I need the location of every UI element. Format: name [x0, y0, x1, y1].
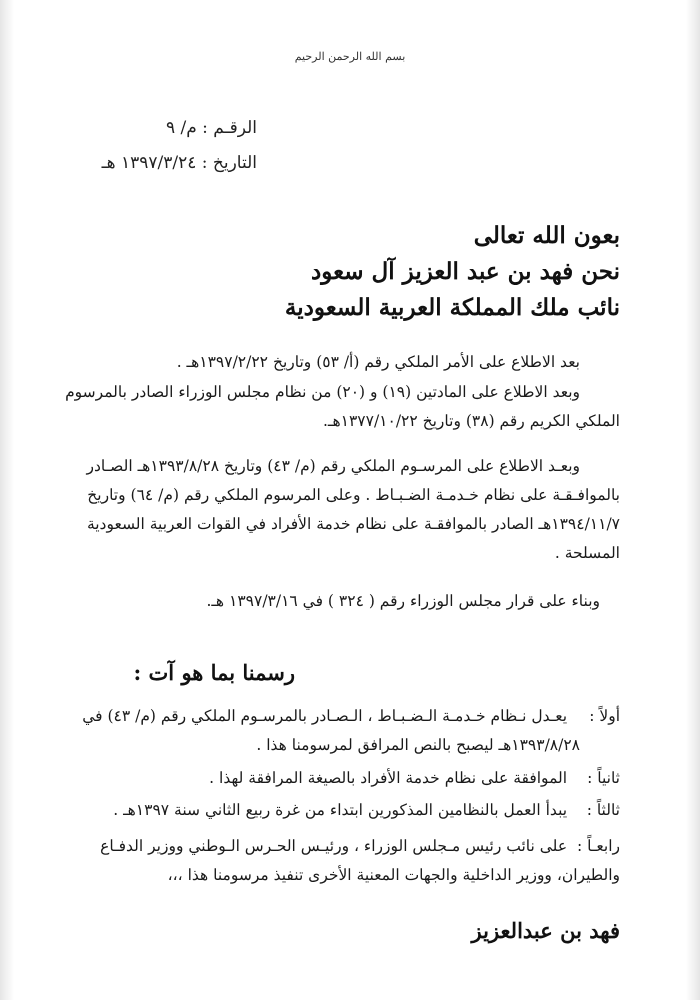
- page-edge-left: [0, 0, 14, 1000]
- preamble-line: ١٣٩٤/١١/٧هـ الصادر بالموافقـة على نظام خدمة الأفراد في القوات العربية السعودية: [86, 515, 620, 533]
- article-label: رابعـاً :: [577, 837, 620, 855]
- heading-invocation: بعون الله تعالى: [473, 222, 620, 249]
- signature: فهد بن عبدالعزيز: [471, 918, 620, 943]
- preamble-paragraph-3: [86, 452, 620, 568]
- heading-title: نائب ملك المملكة العربية السعودية: [284, 294, 620, 321]
- article-text: ١٣٩٣/٨/٢٨هـ ليصبح بالنص المرافق لمرسومنا هذا .: [256, 736, 580, 754]
- decree-title: رسمنا بما هو آت :: [133, 660, 295, 685]
- document-number: الرقـم : م/ ٩: [165, 118, 257, 138]
- article-label: ثانياً :: [587, 769, 620, 787]
- heading-name: نحن فهد بن عبد العزيز آل سعود: [311, 258, 620, 285]
- article-label: أولاً :: [589, 707, 620, 725]
- preamble-line: بعد الاطلاع على الأمر الملكي رقم (أ/ ٥٣) وتاريخ ١٣٩٧/٢/٢٢هـ .: [176, 353, 580, 371]
- article-text: على نائب رئيس مـجلس الوزراء ، ورئيـس الحـرس الـوطني ووزير الدفـاع: [100, 837, 568, 855]
- article-text: يعـدل نـظام خـدمـة الـضـبـاط ، الـصـادر بالمرسـوم الملكي رقم (م/ ٤٣) في: [82, 707, 568, 725]
- article-1: [80, 702, 620, 760]
- preamble-line: بالموافـقـة على نظام خـدمـة الضـبـاط . وعلى المرسوم الملكي رقم (م/ ٦٤) وتاريخ: [87, 486, 620, 504]
- article-text: الموافقة على نظام خدمة الأفراد بالصيغة المرافقة لهذا .: [209, 769, 568, 787]
- article-3: [80, 796, 620, 825]
- document-date: التاريخ : ١٣٩٧/٣/٢٤ هـ: [101, 153, 257, 173]
- article-4: [80, 832, 620, 890]
- preamble-paragraph-1: [90, 348, 620, 377]
- article-text: يبدأ العمل بالنظامين المذكورين ابتداء من غرة ربيع الثاني سنة ١٣٩٧هـ .: [113, 801, 568, 819]
- preamble-line: الملكي الكريم رقم (٣٨) وتاريخ ١٣٧٧/١٠/٢٢هـ.: [322, 412, 620, 430]
- preamble-line: وبناء على قرار مجلس الوزراء رقم ( ٣٢٤ ) في ١٣٩٧/٣/١٦ هـ.: [206, 592, 600, 610]
- article-label: ثالثاً :: [586, 801, 620, 819]
- preamble-paragraph-4: [70, 587, 600, 616]
- preamble-line: المسلحة .: [554, 544, 620, 562]
- article-2: [80, 764, 620, 793]
- article-text: والطيران، ووزير الداخلية والجهات المعنية الأخرى تنفيذ مرسومنا هذا ،،،: [167, 866, 620, 884]
- preamble-line: وبعـد الاطلاع على المرسـوم الملكي رقم (م/ ٤٣) وتاريخ ١٣٩٣/٨/٢٨هـ الصـادر: [86, 457, 580, 475]
- page-edge-right: [686, 0, 700, 1000]
- preamble-paragraph-2: [65, 378, 620, 436]
- basmala: بسم الله الرحمن الرحيم: [294, 50, 406, 63]
- preamble-line: وبعد الاطلاع على المادتين (١٩) و (٢٠) من نظام مجلس الوزراء الصادر بالمرسوم: [65, 383, 580, 401]
